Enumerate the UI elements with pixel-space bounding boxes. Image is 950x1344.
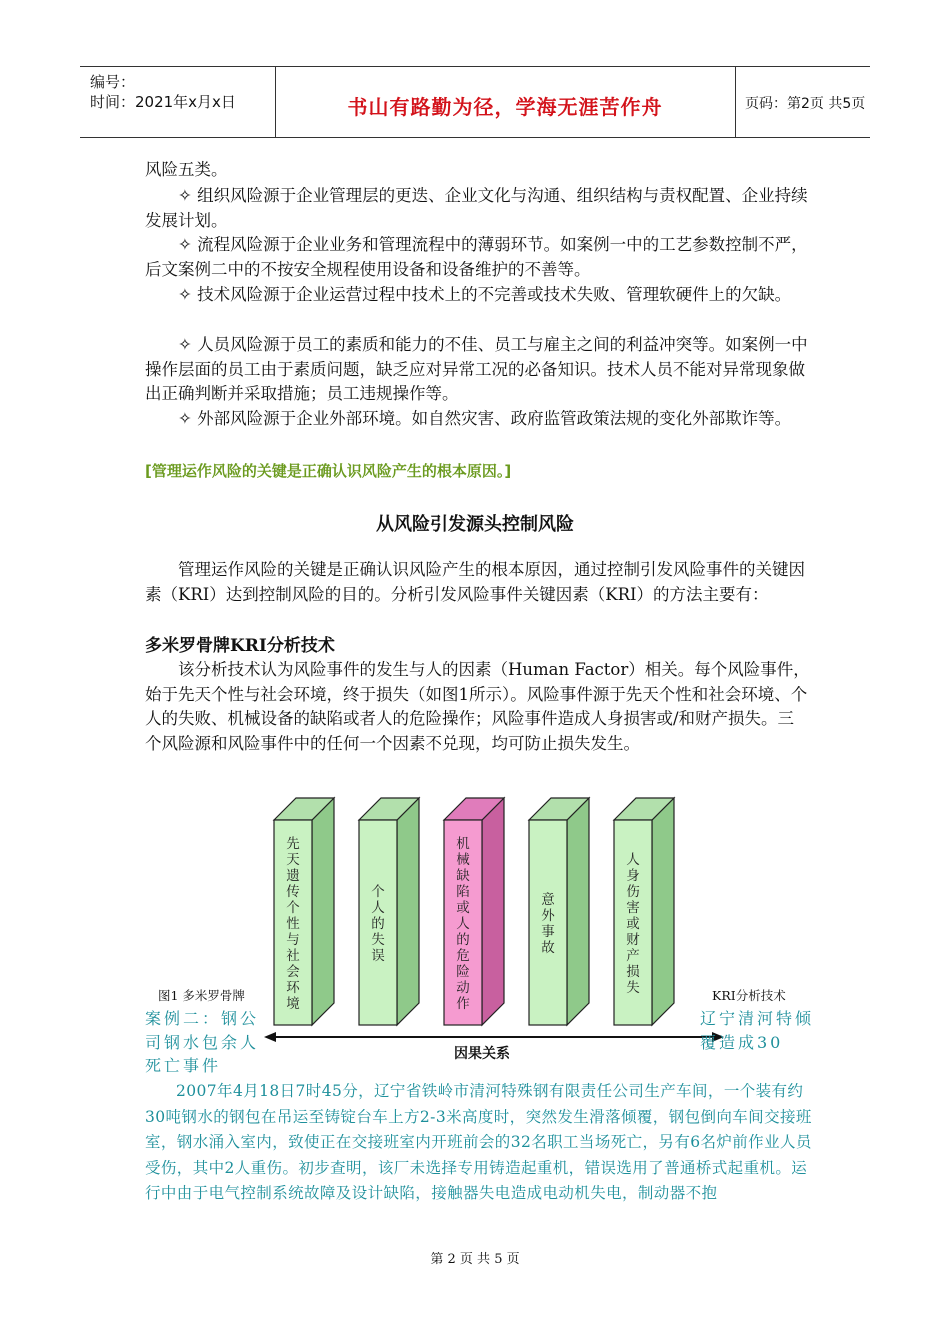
domino-side-face xyxy=(397,798,419,1025)
header-right-cell xyxy=(735,67,870,137)
arrow-label: 因果关系 xyxy=(454,1046,510,1062)
page-footer: 第 2 页 共 5 页 xyxy=(430,1252,520,1267)
analysis-paragraph: 该分析技术认为风险事件的发生与人的因素（Human Factor）相关。每个风险事件，始于先天个性与社会环境，终于损失（如图1所示）。风险事件源于先天个性和社会环境、个人的失败、机械设备的缺陷或者人的危险操作；风险事件造成人身损害或/和财产损失。三个风险源和风险事件中的任何一个因素不兑现，均可防止损失发生。 xyxy=(145,660,810,753)
key-note: [管理运作风险的关键是正确认识风险产生的根本原因。] xyxy=(145,462,512,480)
header-left-cell xyxy=(80,67,276,137)
domino-label: 个人的失误 xyxy=(371,884,385,964)
bullet-technology-risk: ✧ 技术风险源于企业运营过程中技术上的不完善或技术失败、管理软硬件上的欠缺。 xyxy=(178,285,792,304)
section-paragraph: 管理运作风险的关键是正确认识风险产生的根本原因，通过控制引发风险事件的关键因素（KRI）达到控制风险的目的。分析引发风险事件关键因素（KRI）的方法主要有： xyxy=(145,560,805,604)
case-title-right: 辽宁清河特倾覆造成30 xyxy=(700,1009,815,1052)
intro-line: 风险五类。 xyxy=(145,160,228,179)
domino-side-face xyxy=(567,798,589,1025)
subheading-domino-kri: 多米罗骨牌KRI分析技术 xyxy=(145,636,335,656)
document-time-label: 时间：2021年x月x日 xyxy=(90,93,236,111)
domino-label: 机械缺陷或人的危险动作 xyxy=(456,836,470,1012)
header-middle-cell xyxy=(275,67,736,137)
case-body: 2007年4月18日7时45分，辽宁省铁岭市清河特殊钢有限责任公司生产车间，一个装有约30吨钢水的钢包在吊运至铸锭台车上方2-3米高度时，突然发生滑落倾覆，钢包倒向车间交接班室，钢水涌入室内，致使正在交接班室内开班前会的32名职工当场死亡，另有6名炉前作业人员受伤，其中2人重伤。初步查明，该厂未选择专用铸造起重机，错误选用了普通桥式起重机。运行中由于电气控制系统故障及设计缺陷，接触器失电造成电动机失电，制动器不抱 xyxy=(145,1082,812,1202)
figure-caption-left: 图1 多米罗骨牌 xyxy=(158,988,245,1003)
domino-label: 人身伤害或财产损失 xyxy=(626,852,640,996)
domino-side-face xyxy=(652,798,674,1025)
domino-5 xyxy=(614,798,674,1025)
domino-label: 先天遗传个性与社会环境 xyxy=(286,836,300,1012)
domino-figure xyxy=(262,782,732,1072)
domino-side-face xyxy=(482,798,504,1025)
page-header xyxy=(80,66,870,138)
document-number-label: 编号： xyxy=(90,73,136,91)
bullet-personnel-risk: ✧ 人员风险源于员工的素质和能力的不佳、员工与雇主之间的利益冲突等。如案例一中操作层面的员工由于素质问题，缺乏应对异常工况的必备知识。技术人员不能对异常现象做出正确判断并采取措施；员工违规操作等。 xyxy=(145,335,808,403)
domino-4 xyxy=(529,798,589,1025)
header-page-info: 页码：第2页 共5页 xyxy=(745,96,866,112)
bullet-process-risk: ✧ 流程风险源于企业业务和管理流程中的薄弱环节。如案例一中的工艺参数控制不严，后文案例二中的不按安全规程使用设备和设备维护的不善等。 xyxy=(145,235,808,279)
bullet-organization-risk: ✧ 组织风险源于企业管理层的更迭、企业文化与沟通、组织结构与责权配置、企业持续发展计划。 xyxy=(145,186,808,230)
domino-label: 意外事故 xyxy=(541,892,555,956)
header-motto: 书山有路勤为径，学海无涯苦作舟 xyxy=(347,95,663,119)
domino-1 xyxy=(274,798,334,1025)
domino-3 xyxy=(444,798,504,1025)
section-title: 从风险引发源头控制风险 xyxy=(376,514,574,535)
domino-side-face xyxy=(312,798,334,1025)
domino-group xyxy=(274,798,674,1025)
case-title-left: 案例二：钢公司钢水包余人死亡事件 xyxy=(145,1009,260,1075)
domino-2 xyxy=(359,798,419,1025)
bullet-external-risk: ✧ 外部风险源于企业外部环境。如自然灾害、政府监管政策法规的变化外部欺诈等。 xyxy=(178,409,792,428)
figure-caption-right: KRI分析技术 xyxy=(712,988,786,1003)
